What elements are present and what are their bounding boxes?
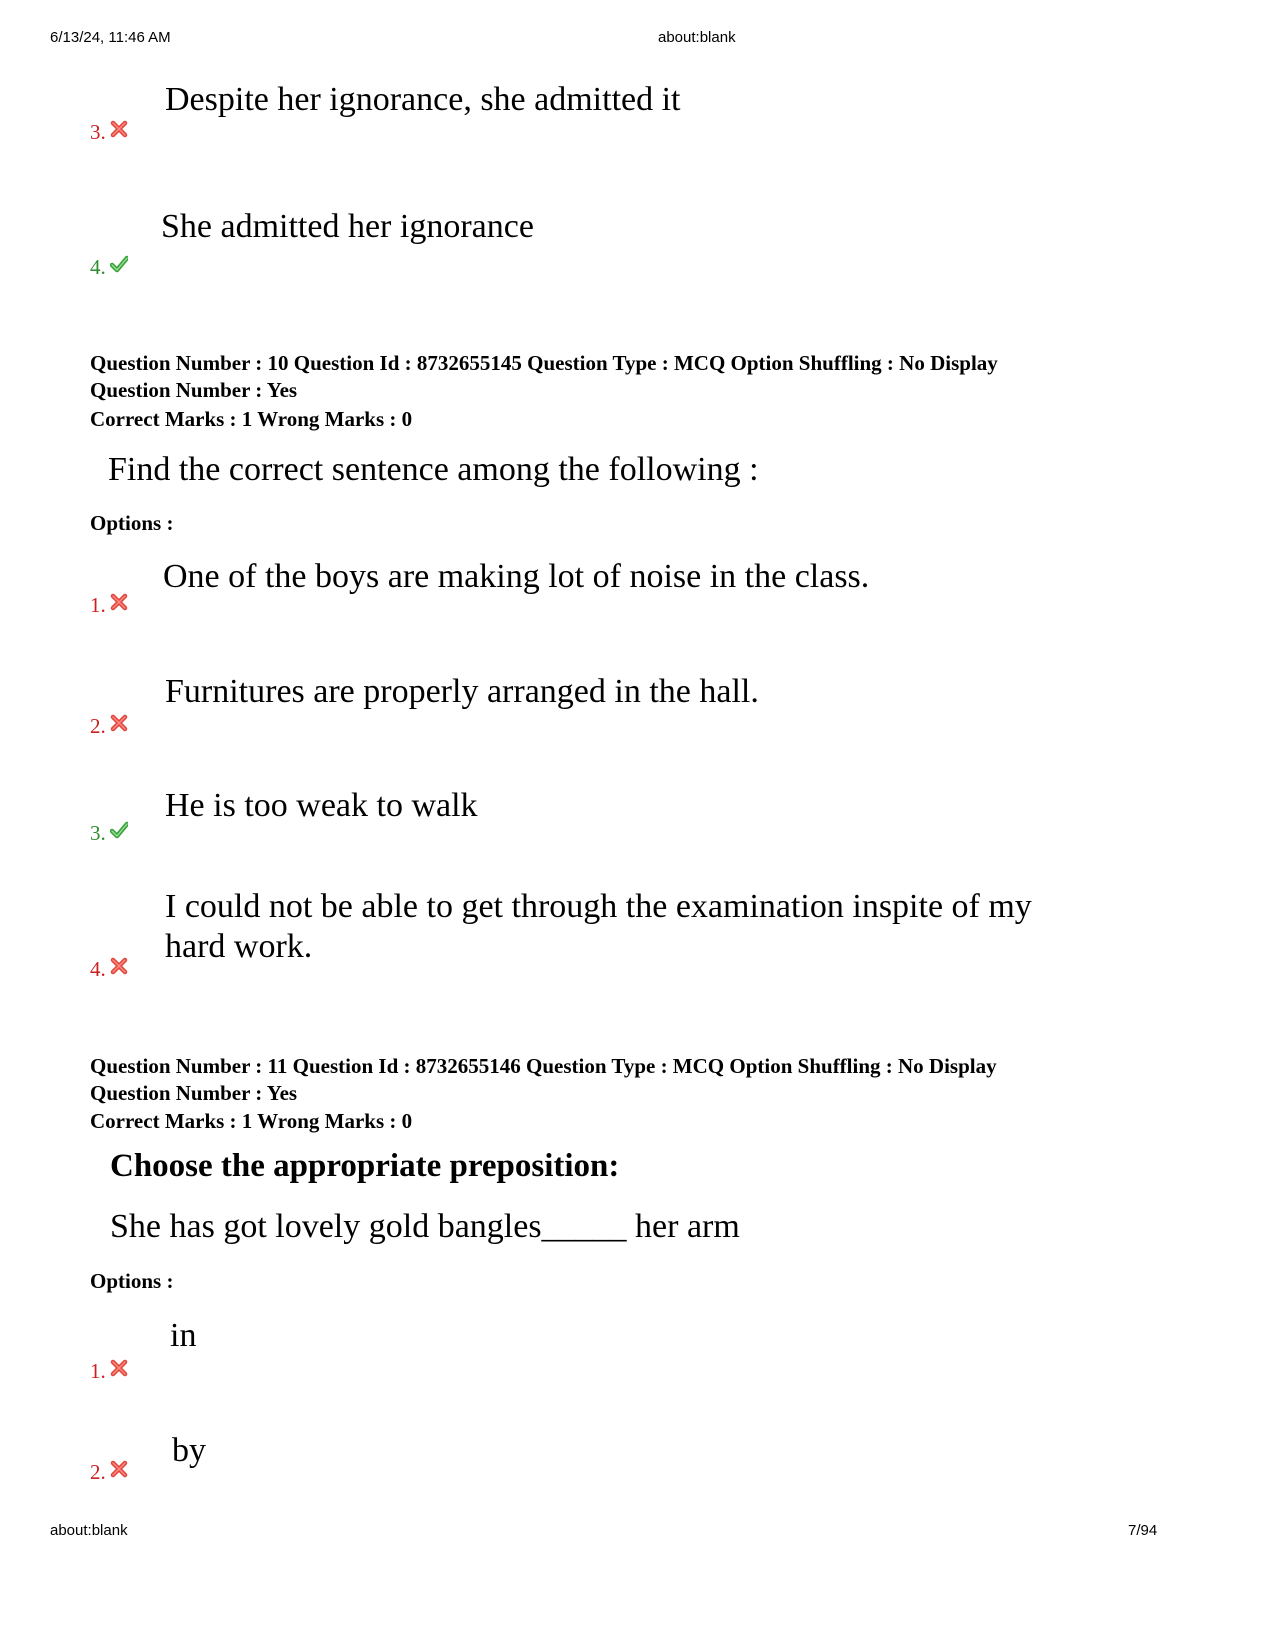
question-meta	[90, 350, 998, 404]
option-number	[90, 120, 128, 145]
option-number-label: 4.	[90, 957, 106, 981]
cross-icon	[110, 120, 128, 138]
option-number	[90, 1359, 128, 1384]
option-number-label: 2.	[90, 714, 106, 738]
option-text	[165, 887, 1032, 967]
option-number-label: 1.	[90, 1359, 106, 1383]
question-meta-line: Question Number : Yes	[90, 378, 298, 402]
option-text: She admitted her ignorance	[161, 208, 534, 245]
header-timestamp: 6/13/24, 11:46 AM	[50, 29, 171, 46]
check-icon	[110, 821, 128, 839]
options-label: Options :	[90, 511, 174, 535]
cross-icon	[110, 957, 128, 975]
question-prompt: Find the correct sentence among the following :	[108, 451, 759, 488]
option-number-label: 3.	[90, 821, 106, 845]
option-number	[90, 593, 128, 618]
question-marks: Correct Marks : 1 Wrong Marks : 0	[90, 1109, 413, 1133]
options-label: Options :	[90, 1269, 174, 1293]
option-text-line: hard work.	[165, 928, 313, 965]
cross-icon	[110, 1359, 128, 1377]
question-marks: Correct Marks : 1 Wrong Marks : 0	[90, 407, 413, 431]
option-text-line: I could not be able to get through the examination inspite of my	[165, 888, 1032, 925]
option-text: by	[172, 1432, 206, 1469]
option-text: One of the boys are making lot of noise in the class.	[163, 558, 870, 595]
option-number-label: 4.	[90, 255, 106, 279]
option-number	[90, 821, 128, 846]
option-number	[90, 957, 128, 982]
option-number	[90, 714, 128, 739]
question-heading: Choose the appropriate preposition:	[110, 1148, 620, 1184]
check-icon	[110, 255, 128, 273]
cross-icon	[110, 1460, 128, 1478]
cross-icon	[110, 593, 128, 611]
option-text: in	[170, 1317, 197, 1354]
footer-page-number: 7/94	[1128, 1522, 1158, 1539]
option-text: He is too weak to walk	[165, 787, 478, 824]
question-prompt: She has got lovely gold bangles_____ her arm	[110, 1208, 740, 1245]
question-meta	[90, 1053, 997, 1107]
option-number-label: 2.	[90, 1460, 106, 1484]
footer-url: about:blank	[50, 1522, 128, 1539]
option-text: Despite her ignorance, she admitted it	[165, 81, 681, 118]
question-meta-line: Question Number : Yes	[90, 1081, 298, 1105]
header-url: about:blank	[658, 29, 736, 46]
option-number-label: 3.	[90, 120, 106, 144]
option-number	[90, 255, 128, 280]
question-meta-line: Question Number : 10 Question Id : 8732655145 Question Type : MCQ Option Shuffling : No Display	[90, 351, 998, 375]
option-number-label: 1.	[90, 593, 106, 617]
option-text: Furnitures are properly arranged in the hall.	[165, 673, 759, 710]
cross-icon	[110, 714, 128, 732]
question-meta-line: Question Number : 11 Question Id : 8732655146 Question Type : MCQ Option Shuffling : No Display	[90, 1054, 997, 1078]
option-number	[90, 1460, 128, 1485]
